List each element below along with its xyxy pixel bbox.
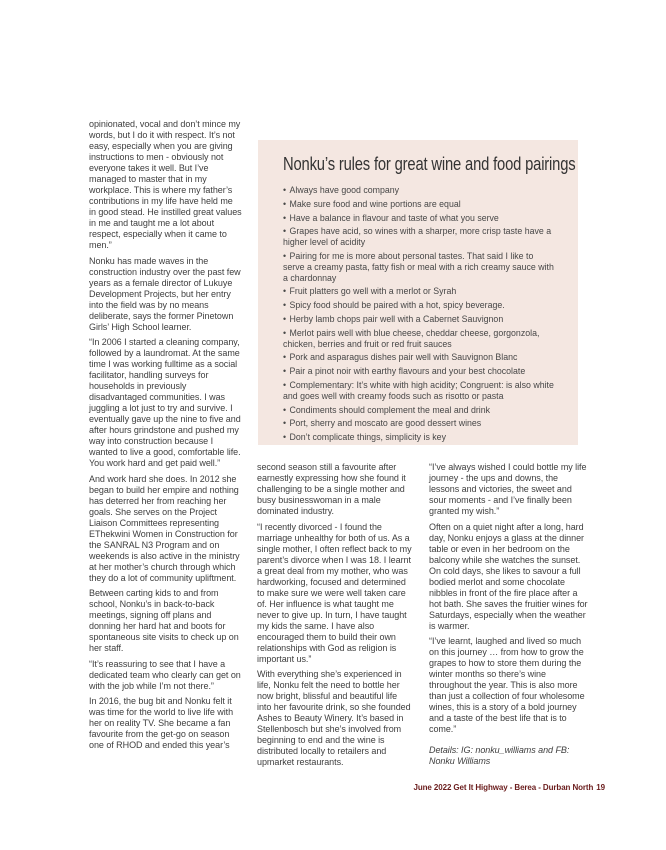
rules-list — [283, 185, 556, 443]
rule-item: • Make sure food and wine portions are equal — [283, 198, 461, 209]
bullet-icon: • — [283, 379, 289, 390]
bullet-icon: • — [283, 418, 289, 429]
article-paragraph: Nonku has made waves in the construction industry over the past few years as a female director of Lukuye Development Projects, but her entry into the field was by no means deliberate, says the former Pinetown Girls’ High School learner. — [89, 255, 241, 332]
contact-details: Details: IG: nonku_williams and FB: Nonku Williams — [429, 745, 570, 766]
rule-item: • Pair a pinot noir with earthy flavours and your best chocolate — [283, 366, 526, 377]
article-paragraph: “It’s reassuring to see that I have a dedicated team who clearly can get on with the job while I’m not there.” — [89, 658, 241, 691]
rule-item: • Merlot pairs well with blue cheese, cheddar cheese, gorgonzola, chicken, berries and fruit or red fruit sauces — [283, 327, 540, 349]
wine-pairing-rules-box — [258, 140, 578, 445]
article-column-middle — [257, 462, 412, 773]
article-column-left — [89, 119, 242, 756]
bullet-icon: • — [283, 250, 289, 261]
article-paragraph: “I’ve learnt, laughed and lived so much on this journey … from how to grow the grapes to how to store them during the winter months so there’s wine throughout the year. This is also more than just a collection of four wholesome wines, this is a story of a bold journey and a taste of the best life that is to come.” — [429, 636, 585, 734]
bullet-icon: • — [283, 432, 289, 443]
rule-item: • Don’t complicate things, simplicity is key — [283, 432, 446, 443]
article-paragraph: In 2016, the bug bit and Nonku felt it was time for the world to live life with her on reality TV. She became a fan favourite from the get-go on season one of RHOD and ended this year’s — [89, 696, 234, 750]
article-paragraph: And work hard she does. In 2012 she began to build her empire and nothing has deterred her from reaching her goals. She serves on the Project Liaison Committees representing EThekwini Women in Construction for the SANRAL N3 Program and on weekends is also active in the ministry at her mother’s church through which they do a lot of community upliftment. — [89, 473, 240, 583]
bullet-icon: • — [283, 327, 289, 338]
rule-item: • Always have good company — [283, 185, 400, 195]
article-column-right — [429, 462, 588, 767]
bullet-icon: • — [283, 300, 289, 311]
article-paragraph: With everything she’s experienced in life, Nonku felt the need to bottle her now bright, blissful and beautiful life into her favourite drink, so she founded Ashes to Beauty Winery. It’s based in Stellenbosch but she’s involved from beginning to end and the wine is distributed locally to retailers and upmarket restaurants. — [257, 669, 411, 767]
article-column-right-paragraphs — [429, 462, 588, 735]
article-paragraph: “I’ve always wished I could bottle my life journey - the ups and downs, the lessons and victories, the sweet and sour moments - and I’ve finally been granted my wish.” — [429, 462, 587, 516]
bullet-icon: • — [283, 313, 289, 324]
bullet-icon: • — [283, 286, 289, 297]
bullet-icon: • — [283, 212, 289, 223]
rule-item: • Have a balance in flavour and taste of what you serve — [283, 212, 499, 223]
rule-item: • Grapes have acid, so wines with a sharper, more crisp taste have a higher level of acidity — [283, 226, 552, 248]
rules-box-title: Nonku’s rules for great wine and food pairings — [283, 154, 576, 174]
rule-item: • Port, sherry and moscato are good dessert wines — [283, 418, 482, 429]
article-paragraph: “In 2006 I started a cleaning company, followed by a laundromat. At the same time I was working fulltime as a social facilitator, handling surveys for households in previously disadvantaged communities. I was juggling a lot just to try and survive. I eventually gave up the nine to five and after hours grindstone and pushed my way into construction because I wanted to live a good, comfortable life. You work hard and get paid well.” — [89, 337, 241, 468]
page-footer — [414, 783, 606, 792]
rule-item: • Condiments should complement the meal and drink — [283, 404, 491, 415]
article-paragraph: second season still a favourite after earnestly expressing how she found it challenging to be a single mother and busy businesswoman in a male dominated industry. — [257, 462, 406, 516]
article-paragraph: Between carting kids to and from school, Nonku’s in back-to-back meetings, signing off plans and donning her hard hat and boots for spontaneous site visits to check up on her staff. — [89, 588, 239, 653]
bullet-icon: • — [283, 366, 289, 377]
rule-item: • Herby lamb chops pair well with a Cabernet Sauvignon — [283, 313, 504, 324]
bullet-icon: • — [283, 404, 289, 415]
bullet-icon: • — [283, 226, 289, 237]
bullet-icon: • — [283, 185, 289, 195]
rule-item: • Pairing for me is more about personal tastes. That said I like to serve a creamy pasta, fatty fish or meal with a rich creamy sauce with a chardonnay — [283, 250, 554, 283]
article-paragraph: “I recently divorced - I found the marriage unhealthy for both of us. As a single mother, I often reflect back to my parent’s divorce when I was 18. I learnt a great deal from my mother, who was hardworking, focused and determined to make sure we were well taken care of. Her influence is what taught me never to give up. In turn, I have taught my kids the same. I have also encouraged them to build their own relationships with God as religion is important us.” — [257, 521, 412, 664]
footer-issue-text: June 2022 Get It Highway - Berea - Durban North — [413, 783, 594, 792]
page-number: 19 — [596, 783, 605, 792]
rule-item: • Fruit platters go well with a merlot or Syrah — [283, 286, 457, 297]
article-paragraph: opinionated, vocal and don’t mince my words, but I do it with respect. It’s not easy, especially when you are giving instructions to men - obviously not everyone takes it well. But I’ve managed to master that in my workplace. This is where my father’s contributions in my life have held me in good stead. He instilled great values in me and taught me a lot about respect, especially when it came to men.” — [89, 119, 242, 250]
bullet-icon: • — [283, 352, 289, 363]
article-paragraph: Often on a quiet night after a long, hard day, Nonku enjoys a glass at the dinner table or even in her bedroom on the balcony while she watches the sunset. On cold days, she likes to savour a full bodied merlot and some chocolate nibbles in front of the fire place after a hot bath. She saves the fruitier wines for Saturdays, especially when the weather is warmer. — [429, 521, 588, 631]
rule-item: • Complementary: It’s white with high acidity; Congruent: is also white and goes well with creamy foods such as risotto or pasta — [283, 379, 554, 401]
rule-item: • Pork and asparagus dishes pair well with Sauvignon Blanc — [283, 352, 518, 363]
bullet-icon: • — [283, 198, 289, 209]
rule-item: • Spicy food should be paired with a hot, spicy beverage. — [283, 300, 505, 311]
